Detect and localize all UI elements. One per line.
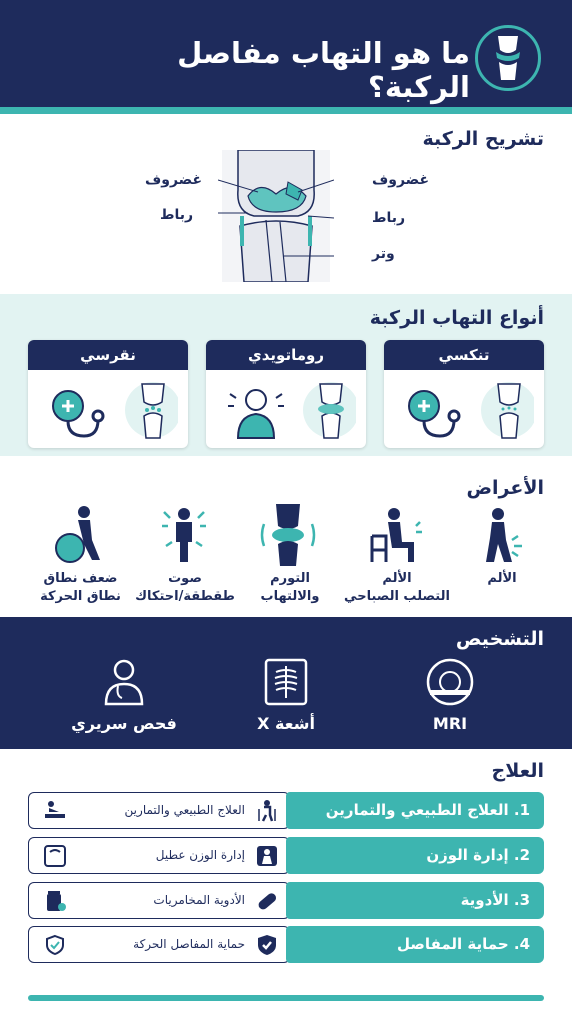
diagnosis-mri-label: MRI [432, 714, 468, 733]
treatment-row-2 [28, 837, 544, 874]
treatment-detail-text: إدارة الوزن عطيل [155, 848, 245, 862]
treatment-detail-box [28, 792, 290, 829]
treatment-title-bar: 3. الأدوية [286, 882, 544, 919]
label-ligament-right: رباط [372, 210, 406, 226]
treatment-row-3 [28, 882, 544, 919]
treatment-title-bar: 2. إدارة الوزن [286, 837, 544, 874]
symptom-range-line2: نطاق الحركة [40, 589, 121, 604]
treatment-heading: العلاج [491, 760, 544, 782]
symptom-range-label [28, 570, 133, 606]
symptom-swelling-line2: والالتهاب [260, 589, 320, 604]
treatment-row-4 [28, 926, 544, 963]
label-ligament-left: رباط [160, 207, 194, 223]
symptom-crepitus-label [130, 570, 240, 606]
gout-knee-icon [38, 380, 178, 440]
knee-pain-icon [472, 506, 528, 564]
xray-icon [260, 656, 312, 708]
swelling-knee-icon [258, 504, 318, 566]
treatment-title-bar: 1. العلاج الطبيعي والتمارين [286, 792, 544, 829]
label-cartilage-left: غضروف [145, 172, 203, 188]
degenerative-knee-icon [394, 380, 534, 440]
diagnosis-clinical-label: فحص سريري [71, 714, 177, 733]
treatment-detail-text: الأدوية المخامريات [153, 893, 245, 907]
treatment-title-bar: 4. حماية المفاصل [286, 926, 544, 963]
symptom-swelling-label [245, 570, 335, 606]
shield-check-icon [255, 933, 279, 957]
medicine-bottle-icon [43, 890, 67, 912]
type-card-degenerative [384, 340, 544, 448]
treatment-detail-box [28, 837, 290, 874]
symptoms-heading: الأعراض [466, 477, 544, 499]
treatment-detail-box [28, 882, 290, 919]
limited-motion-icon [50, 504, 110, 566]
mri-scanner-icon [424, 656, 476, 708]
treatment-detail-text: حماية المفاصل الحركة [133, 937, 245, 951]
symptom-swelling-line1: التورم [270, 571, 310, 586]
symptom-pain-line1: الألم [487, 571, 517, 586]
massage-therapy-icon [43, 800, 67, 822]
type-card-rheumatoid [206, 340, 366, 448]
doctor-exam-icon [98, 656, 150, 708]
symptom-range-line1: ضعف نطاق [43, 571, 118, 586]
type-card-gout [28, 340, 188, 448]
diagnosis-xray-label: أشعة X [257, 714, 315, 733]
type-card-title: نقرسي [28, 340, 188, 370]
treatment-row-1 [28, 792, 544, 829]
weight-body-icon [255, 844, 279, 868]
diagnosis-heading: التشخيص [455, 628, 544, 650]
type-card-title: تنكسي [384, 340, 544, 370]
symptom-stiffness-label [342, 570, 452, 606]
footer-accent-bar [28, 995, 544, 1001]
knee-anatomy-illustration [218, 150, 334, 282]
rheumatoid-knee-icon [216, 380, 356, 440]
symptom-crepitus-line2: طقطقة/احتكاك [135, 589, 235, 604]
exercise-walker-icon [255, 799, 279, 823]
type-card-title: روماتويدي [206, 340, 366, 370]
weight-scale-icon [43, 845, 67, 867]
knee-logo-icon [475, 25, 541, 91]
symptom-stiffness-line2: التصلب الصباحي [344, 589, 450, 604]
types-heading: أنواع التهاب الركبة [369, 307, 544, 329]
anatomy-heading: تشريح الركبة [422, 128, 544, 150]
page-title: ما هو التهاب مفاصل الركبة؟ [177, 36, 470, 104]
protective-hands-icon [43, 934, 67, 956]
header-accent-strip [0, 107, 572, 114]
treatment-detail-text: العلاج الطبيعي والتمارين [124, 803, 245, 817]
symptom-pain-label [462, 570, 542, 588]
symptom-crepitus-line1: صوت [168, 571, 202, 586]
treatment-detail-box [28, 926, 290, 963]
pill-capsule-icon [255, 889, 279, 913]
symptom-stiffness-line1: الألم [382, 571, 412, 586]
label-tendon: وتر [372, 246, 395, 262]
label-cartilage-right: غضروف [372, 172, 430, 188]
morning-stiffness-icon [362, 506, 422, 564]
crepitus-icon [158, 506, 210, 564]
